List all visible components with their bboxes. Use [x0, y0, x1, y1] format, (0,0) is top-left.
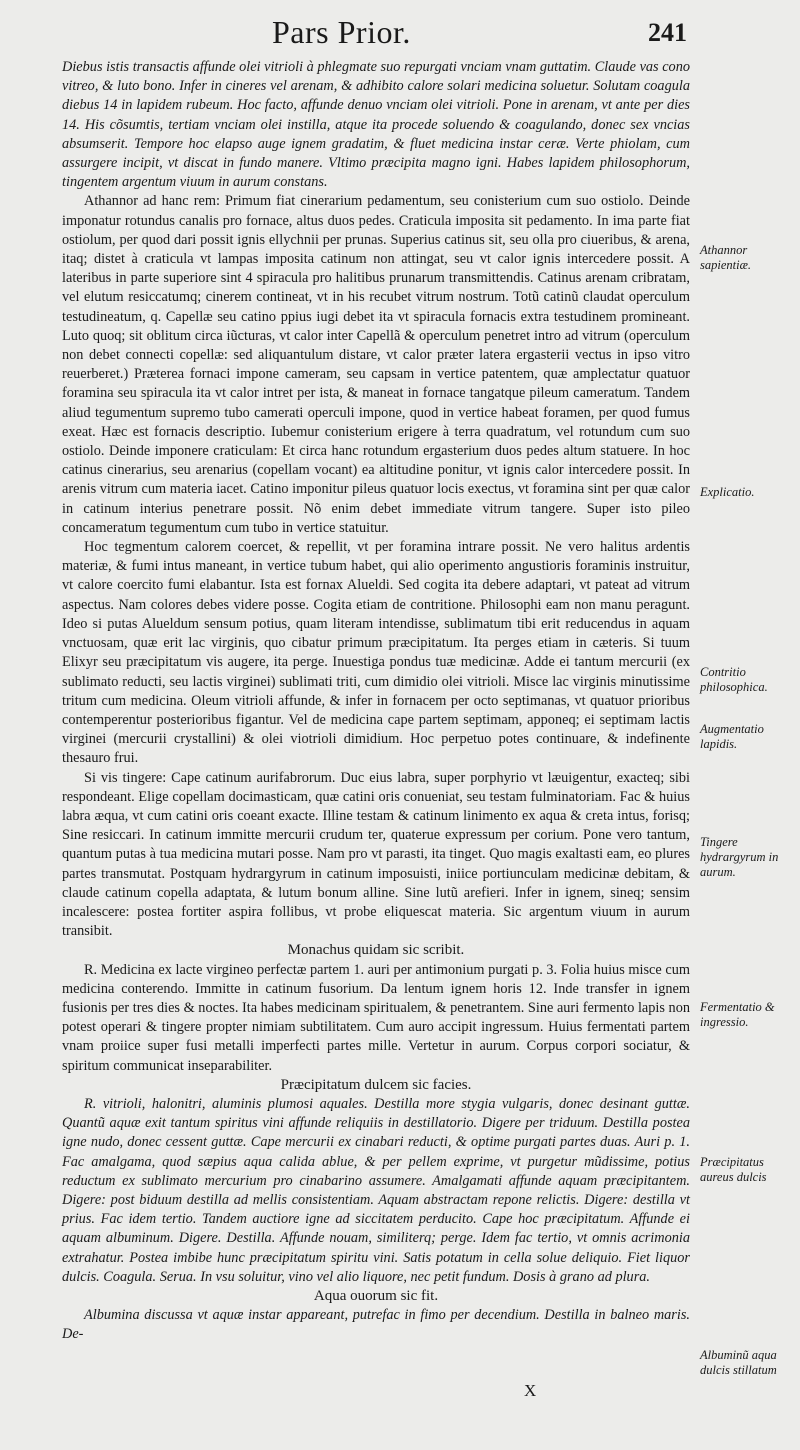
margin-note-augmentatio: Augmentatio lapidis.	[700, 722, 764, 751]
page-number: 241	[648, 18, 687, 47]
margin-note-contritio: Contritio philosophica.	[700, 665, 768, 694]
signature-mark: X	[524, 1381, 537, 1400]
margin-note-athannor: Athannor sapientiæ.	[700, 243, 752, 272]
page-header	[0, 14, 800, 54]
paragraph-athannor: Athannor ad hanc rem: Primum fiat cinerarium pedamentum, seu conisterium cum suo ostiolo. Deinde imponatur rotundus canalis pro fornace, altus duos pedes. Craticula imposita sit pedamento. In ima parte fiat ostiolum, per quod dari possit ignis ellychnii per prunas. Superius catinus sit, seu olla pro ciueribus, & arena, itaq; distet à craticula vt lampas imposita catinum non attingat, seu vt calor ignis intercedere possit. A lateribus in parte superiore sint 4 spiracula pro halitibus prunarum transmittendis. Catinus arenam cribratam, vel elutum resiccatumq; cinerem contineat, vt in his recubet vitrum nostrum. Totũ catinũ claudat operculum testudineatum, q. Capellæ seu catino ppius iugi debet ita vt spiracula fornacis extra testudinem promineant. Luto quoq; sit oblitum circa iũcturas, vt calor inter Capellã & operculum penetret intro ad vitrum (operculum non debet connecti copellæ: sed aliquantulum distare, vt calor præter latera ergasterii vectus in ipso vitro reuerberet.) Præterea fornaci impone cameram, seu capsam in vertice patentem, quæ amplectatur quatuor foramina seu spiracula ita vt calor intret per ista, & maneat in fornace tangatque pileum cameratum. Tandem aliud tegumentum supremo tubo camerati operculi impone, quod in vertice habeat foramen, per quod fumus exeat. Hæc est fornacis descriptio. Iubemur conisterium erigere à terra quadratum, vel rotundum cum suo ostiolo. Deinde imponere craticulam: Et circa hanc rotundum ergasterium duos pedes altum statuere. In hoc catinus cinerarius, seu arenarius (copellam vocant) ea altitudine ponitur, vt ignis calor intercedere possit. In arenis vitrum cum materia iacet. Catino imponitur pileus quatuor locis exectus, vt foramina sint per quæ calor in catinum interius penetrare possit. Nõ enim debet immediate vitrum tangere. Super isto pileo concameratum tegumentum cum tubo in vertice statuitur.	[62, 193, 690, 536]
paragraph-aqua-ouorum: Albumina discussa vt aquæ instar appareant, putrefac in fimo per decendium. Destilla in balneo maris. De-	[62, 1307, 690, 1343]
paragraph-praecipitatum: R. vitrioli, halonitri, aluminis plumosi aquales. Destilla more stygia vulgaris, donec desinant guttæ. Quantũ aquæ exit tantum spiritus vini affunde reliquiis in destillatorio. Digere per triduum. Destilla postea igne nudo, donec cessent guttæ. Cape mercurii ex cinabari reducti, & optime purgati partes duas. Auri p. 1. Fac amalgama, quod sæpius aqua calida ablue, & per pellem exprime, vt purgetur mũdissime, potius reductum ex sublimato mercurium pro cinabarino assumere. Amalgamati affunde aquam præcipitantem. Digere: post biduum destilla ad mellis consistentiam. Aquam abstractam repone relictis. Digere: destilla vt prius. Fac idem tertio. Tandem auctiore igne ad siccitatem perducito. Cape hoc præcipitatum. Affunde ei aquam albuminum. Digere. Destilla. Affunde nouam, similiterq; perge. Idem fac tertio, vt omnis acrimonia extrahatur. Postea imbibe hunc præcipitatum spiritu vini. Satis potatum in cella solue deliquio. Fiet liquor dulcis. Coagula. Serua. In vsu soluitur, vino vel alio liquore, nec petit fundum. Dosis à grano ad plura.	[62, 1095, 690, 1285]
heading-monachus: Monachus quidam sic scribit.	[287, 942, 465, 959]
heading-praecipitatum: Præcipitatum dulcem sic facies.	[280, 1076, 472, 1093]
margin-note-albumina: Albuminũ aqua dulcis stillatum	[700, 1348, 777, 1377]
paragraph-1: Diebus istis transactis affunde olei vitrioli à phlegmate suo repurgati vnciam vnam guttatim. Claude vas cono vitreo, & luto bono. Infer in cineres vel arenam, & adhibito calore solari medicina soluetur. Solutam coagula diebus 14 in lapidem rubeum. Hoc facto, affunde denuo vnciam olei vitrioli. Pone in arenam, vt ante per dies 14. His cõsumtis, tertiam vnciam olei instilla, atque ita procede soluendo & coagulando, donec sex vncias absumserit. Tempore hoc elapso auge ignem gradatim, & fluet medicina instar ceræ. Verte phiolam, cum assurgere incipit, vt discat in fundo manere. Vltimo præcipita magno igni. Habes lapidem philosophorum, tingentem argentum viuum in aurum constans.	[62, 59, 690, 191]
main-text-block	[62, 58, 690, 1345]
margin-note-explicatio: Explicatio.	[700, 485, 755, 499]
margin-note-praecipitatus: Præcipitatus aureus dulcis	[700, 1155, 767, 1184]
paragraph-tingere: Si vis tingere: Cape catinum aurifabrorum. Duc eius labra, super porphyrio vt læuigentur, exacteq; sibi respondeant. Elige copellam docimasticam, quæ catini oris conueniat, seu testam fulminatoriam. Fac & huius labra æqua, vt cum catini oris coeant exacte. Illine testam & catinum linimento ex aqua & creta intus, forisq; Sine resiccari. In catinum immitte mercurii crudum ter, quaterue expressum per corium. Pone vero tantum, quantum putas à tua medicina mutari posse. Nam pro vt parasti, ita tinget. Quo magis exaltasti eam, eo plures partes transmutat. Postquam hydrargyrum in catinum imposuisti, iniice portiunculam medicinæ debitam, & claude catinum copella adaptata, & lutum bonum alline. Sine lutũ arefieri. Infer in ignem, sineq; sensim incalescere: postea fortiter aspira follibus, vt probe eliquescat materia. Sic argentum viuum in aurum transibit.	[62, 769, 690, 940]
running-title: Pars Prior.	[272, 14, 411, 50]
paragraph-tegmentum: Hoc tegmentum calorem coercet, & repellit, vt per foramina intrare possit. Ne vero halitus ardentis materiæ, & fumi intus maneant, in vertice tubum habet, qui alio operimento angustioris foraminis instruitur, vt calore coercito fumi elabantur. Ista est fornax Alueldi. Sed cogita ita debere adaptari, vt pateat ad vitrum aspectus. Nam colores debes videre posse. Cogita etiam de contritione. Philosophi eam non manu peragunt. Ideo si putas Alueldum sensum potius, quam literam intendisse, sublimatum tibi erit reducendus in aquam vnctuosam, quæ erit lac virginis, quo cibatur primum præcipitatum. Ita perges etiam in cæteris. Si tuum Elixyr seu præcipitatum vis augere, ita perge. Inuestiga pondus tuæ medicinæ. Adde ei tantum mercurii (ex sublimato reducti, seu lactis virginei) sublimati triti, cum dimidio olei vitrioli. Misce lac virginis minutissime tritum cum medicina. Oleum vitrioli affunde, & infer in fornacem per octo septimanas, vt quatuor prioribus contemperentur posterioribus figantur. Vel de medicina cape partem septimam, apponeq; ei septimam lactis virginei (mercurii crystallini) & olei viotrioli dimidium. Hoc perpetuo potes continuare, & indefinente thesauro frui.	[62, 539, 690, 767]
heading-aqua-ouorum: Aqua ouorum sic fit.	[313, 1288, 439, 1304]
margin-note-fermentatio: Fermentatio & ingressio.	[700, 1000, 775, 1029]
paragraph-monachus: R. Medicina ex lacte virgineo perfectæ partem 1. auri per antimonium purgati p. 3. Folia huius misce cum medicina conterendo. Immitte in catinum fusorium. Da lentum ignem horis 12. Inde transfer in ignem fusionis per tres dies & noctes. Ita habes medicinam spiritualem, & penetrantem. Sine auri fermento lapis non potest operari & tingere propter nimiam subtilitatem. Cum auro accipit ingressum. Huius fermentati partem vnam proiice super fusi metalli imperfecti partes mille. Vertetur in aurum. Corpus corpori sociatur, & spiritum communicat inseparabiliter.	[62, 961, 690, 1074]
margin-note-tingere: Tingere hydrargyrum in aurum.	[700, 835, 779, 879]
